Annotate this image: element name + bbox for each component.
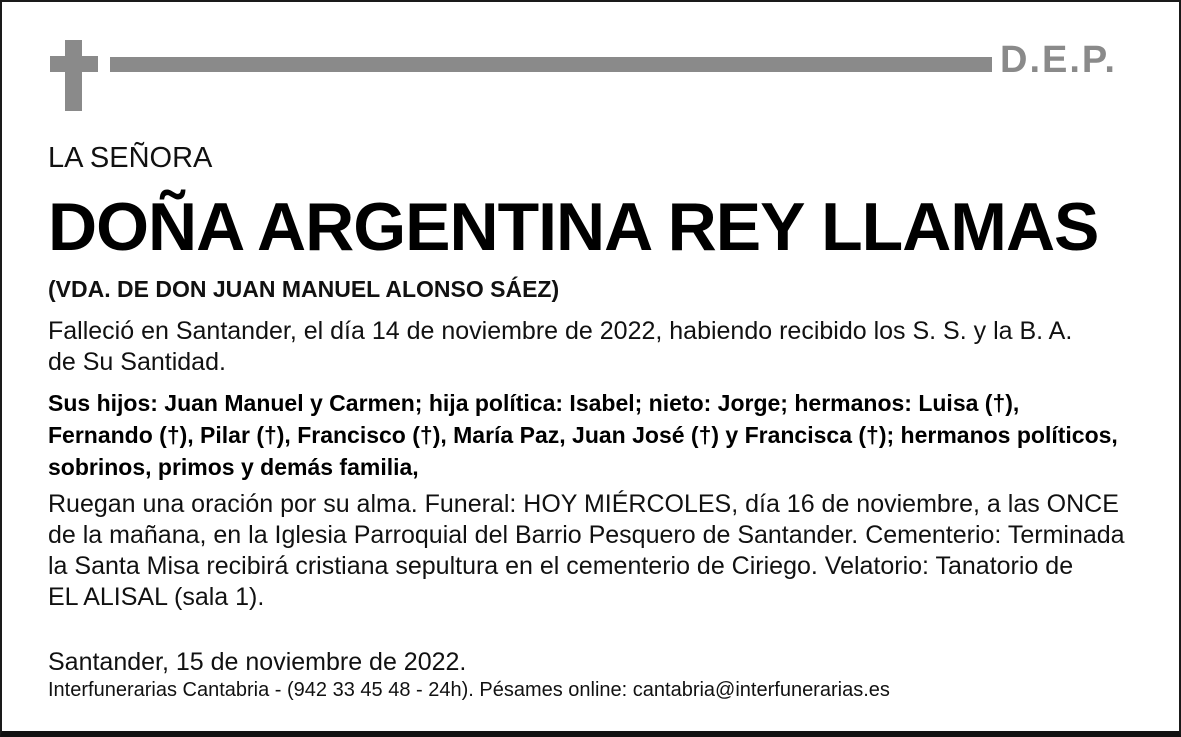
- funeral-line-4: EL ALISAL (sala 1).: [48, 583, 265, 611]
- deceased-name: DOÑA ARGENTINA REY LLAMAS: [48, 189, 1099, 265]
- family-line-2: Fernando (†), Pilar (†), Francisco (†), María Paz, Juan José (†) y Francisca (†); hermanos políticos,: [48, 422, 1118, 448]
- cross-vertical-bar: [65, 40, 82, 111]
- family-line-1: Sus hijos: Juan Manuel y Carmen; hija política: Isabel; nieto: Jorge; hermanos: Luisa (†),: [48, 390, 1020, 416]
- cross-horizontal-bar: [50, 56, 98, 72]
- header-rule: [110, 57, 992, 72]
- intro-label: LA SEÑORA: [48, 142, 213, 174]
- agency-contact: Interfunerarias Cantabria - (942 33 45 48 - 24h). Pésames online: cantabria@interfunerarias.es: [48, 679, 890, 701]
- family-line-3: sobrinos, primos y demás familia,: [48, 454, 419, 480]
- funeral-line-1: Ruegan una oración por su alma. Funeral: HOY MIÉRCOLES, día 16 de noviembre, a las ONCE: [48, 490, 1119, 518]
- funeral-line-2: de la mañana, en la Iglesia Parroquial del Barrio Pesquero de Santander. Cementerio: Terminada: [48, 521, 1125, 549]
- widow-of-line: (VDA. DE DON JUAN MANUEL ALONSO SÁEZ): [48, 276, 560, 302]
- dep-label: D.E.P.: [1000, 39, 1117, 81]
- death-line-1: Falleció en Santander, el día 14 de noviembre de 2022, habiendo recibido los S. S. y la B. A.: [48, 317, 1073, 345]
- funeral-line-3: la Santa Misa recibirá cristiana sepultura en el cementerio de Ciriego. Velatorio: Tanatorio de: [48, 552, 1074, 580]
- death-line-2: de Su Santidad.: [48, 348, 226, 376]
- death-paragraph: [48, 316, 1072, 378]
- place-date: Santander, 15 de noviembre de 2022.: [48, 648, 467, 676]
